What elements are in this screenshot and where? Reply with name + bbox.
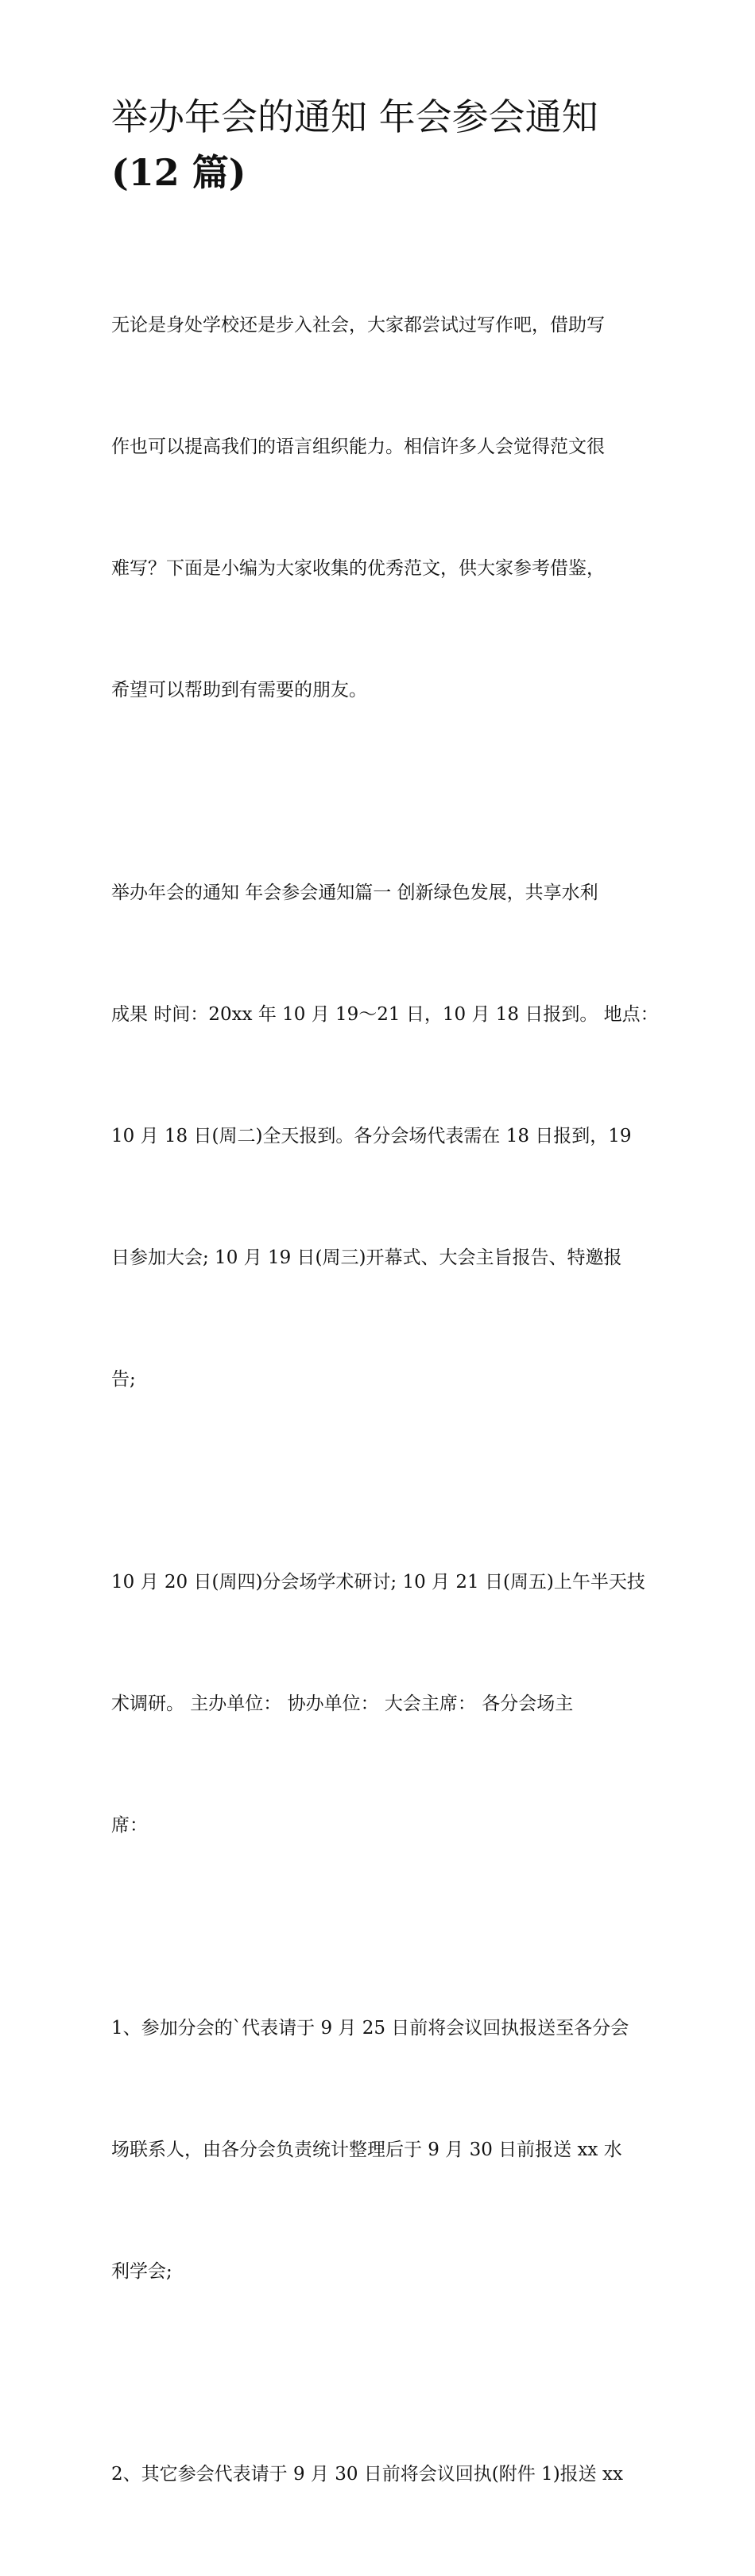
paragraph-line: 举办年会的通知 年会参会通知篇一 创新绿色发展，共享水利 xyxy=(111,883,598,903)
paragraph-line: 利学会; xyxy=(111,2261,172,2282)
paragraph-line: 无论是身处学校还是步入社会，大家都尝试过写作吧，借助写 xyxy=(111,315,605,336)
paragraph-line: 1、参加分会的`代表请于 9 月 25 日前将会议回执报送至各分会 xyxy=(111,2018,629,2039)
document-body xyxy=(111,224,659,2576)
paragraph-line: 日参加大会; 10 月 19 日(周三)开幕式、大会主旨报告、特邀报 xyxy=(111,1247,622,1268)
title-line-1: 举办年会的通知 年会参会通知 xyxy=(111,95,598,138)
document-title xyxy=(111,89,645,200)
paragraph-line: 10 月 18 日(周二)全天报到。各分会场代表需在 18 日报到，19 xyxy=(111,1126,632,1146)
paragraph-line: 难写？下面是小编为大家收集的优秀范文，供大家参考借鉴， xyxy=(111,558,605,579)
item-2-paragraph xyxy=(111,2373,645,2576)
schedule-paragraph xyxy=(111,792,659,1481)
paragraph-line: 10 月 20 日(周四)分会场学术研讨; 10 月 21 日(周五)上午半天技 xyxy=(111,1572,645,1593)
paragraph-line: 作也可以提高我们的语言组织能力。相信许多人会觉得范文很 xyxy=(111,436,605,457)
paragraph-line: 2、其它参会代表请于 9 月 30 日前将会议回执(附件 1)报送 xx xyxy=(111,2464,623,2485)
title-line-2: (12 篇) xyxy=(111,151,246,194)
paragraph-line: 成果 时间：20xx 年 10 月 19～21 日，10 月 18 日报到。 地点： xyxy=(111,1004,659,1025)
item-1-paragraph xyxy=(111,1927,645,2373)
paragraph-line: 场联系人，由各分会负责统计整理后于 9 月 30 日前报送 xx 水 xyxy=(111,2140,622,2160)
paragraph-line: 告; xyxy=(111,1369,136,1390)
paragraph-line: 席： xyxy=(111,1815,148,1836)
paragraph-line: 术调研。 主办单位： 协办单位： 大会主席： 各分会场主 xyxy=(111,1693,574,1714)
document-content xyxy=(111,89,659,2576)
agenda-paragraph xyxy=(111,1481,645,1927)
paragraph-line: 希望可以帮助到有需要的朋友。 xyxy=(111,680,367,700)
intro-paragraph xyxy=(111,224,645,792)
